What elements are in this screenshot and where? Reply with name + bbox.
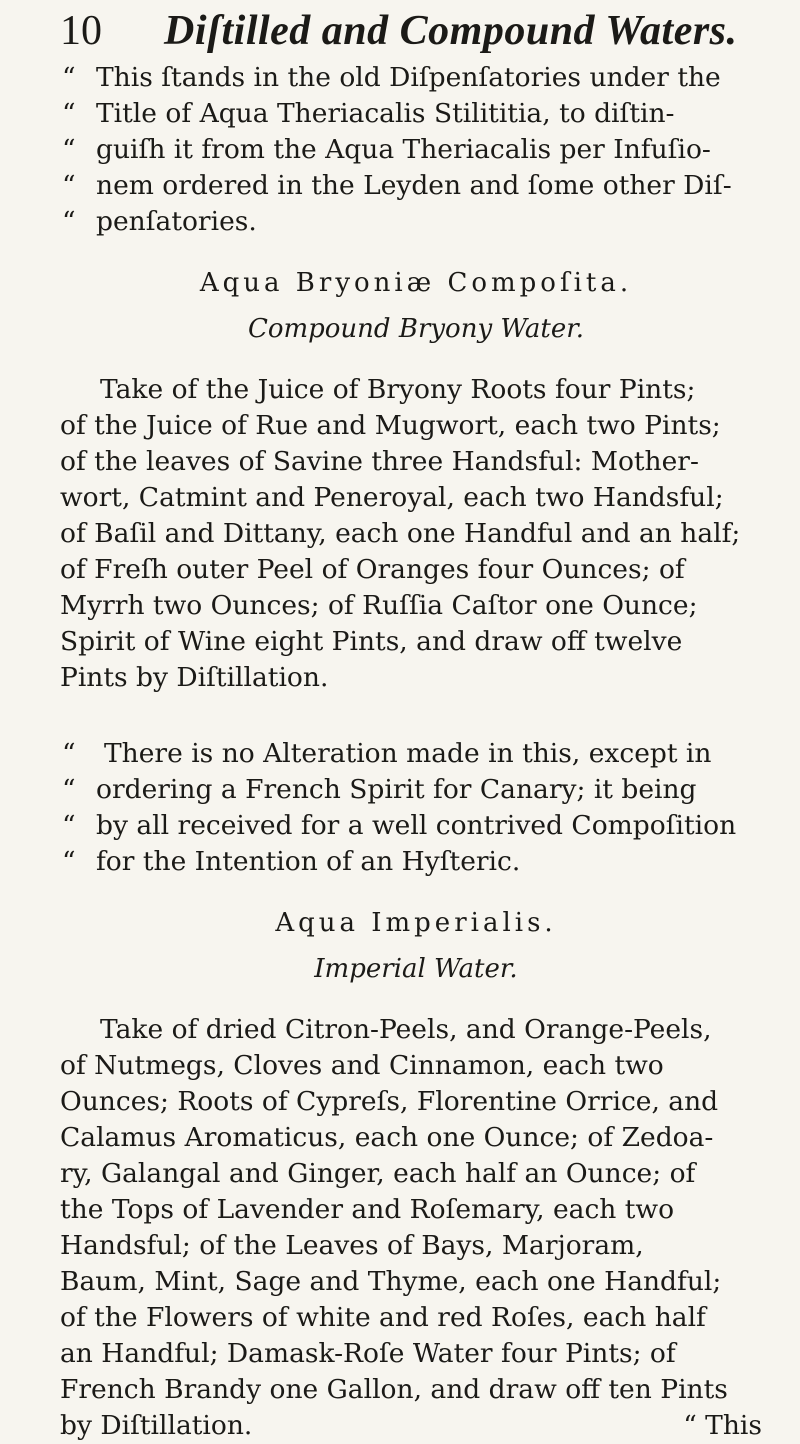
text-line: Pints by Diſtillation. [60, 662, 329, 693]
recipe-paragraph-1 [60, 372, 772, 696]
text-line: the Tops of Lavender and Roſemary, each two [60, 1194, 675, 1225]
text-line: wort, Catmint and Peneroyal, each two Handsful; [60, 482, 724, 513]
text-line [60, 808, 772, 844]
text-line: Baum, Mint, Sage and Thyme, each one Handful; [60, 1266, 722, 1297]
text-line: of the Juice of Rue and Mugwort, each two Pints; [60, 410, 721, 441]
line-text: by Diſtillation. [60, 1410, 253, 1441]
catchword: “ This [683, 1410, 762, 1441]
text-line: of Baſil and Dittany, each one Handful and an half; [60, 518, 741, 549]
text-line [60, 60, 772, 96]
page-number: 10 [60, 8, 102, 54]
recipe-paragraph-2 [60, 1012, 772, 1444]
text-line [60, 772, 772, 808]
text-line: Myrrh two Ounces; of Ruſſia Caſtor one Ounce; [60, 590, 698, 621]
text-line: Calamus Aromaticus, each one Ounce; of Zedoa- [60, 1122, 714, 1153]
text-line [60, 204, 772, 240]
quote-mark: “ [62, 62, 76, 93]
section-subtitle-compound-bryony-water: Compound Bryony Water. [247, 314, 585, 344]
text-line: of the leaves of Savine three Handsful: Mother- [60, 446, 699, 477]
quote-mark: “ [62, 738, 76, 769]
text-line: French Brandy one Gallon, and draw off ten Pints [60, 1374, 728, 1405]
line-text: by all received for a well contrived Compoſition [96, 810, 737, 841]
line-text: This ſtands in the old Diſpenſatories under the [96, 62, 721, 93]
quote-mark: “ [62, 98, 76, 129]
text-line [60, 96, 772, 132]
running-title: Diſtilled and Compound Waters. [164, 8, 738, 54]
text-line [60, 1012, 772, 1048]
section-subtitle-imperial-water: Imperial Water. [314, 954, 518, 984]
quote-mark: “ [62, 170, 76, 201]
text-line [60, 168, 772, 204]
text-line [60, 736, 772, 772]
quote-mark: “ [62, 810, 76, 841]
text-line [60, 844, 772, 880]
quote-mark: “ [62, 846, 76, 877]
text-line: Spirit of Wine eight Pints, and draw off twelve [60, 626, 683, 657]
text-line [60, 372, 772, 408]
quote-mark: “ [62, 774, 76, 805]
line-text: ordering a French Spirit for Canary; it being [96, 774, 697, 805]
text-line: of Nutmegs, Cloves and Cinnamon, each two [60, 1050, 664, 1081]
line-text: There is no Alteration made in this, except in [104, 738, 712, 769]
line-text: penſatories. [96, 206, 257, 237]
text-line: of the Flowers of white and red Roſes, each half [60, 1302, 706, 1333]
line-text: Title of Aqua Theriacalis Stilititia, to diſtin- [96, 98, 675, 129]
quote-mark: “ [62, 206, 76, 237]
line-text: Take of the Juice of Bryony Roots four Pints; [100, 374, 696, 405]
section-title-aqua-bryoniae: Aqua Bryoniæ Compoſita. [199, 268, 633, 298]
text-line: an Handful; Damask-Roſe Water four Pints; of [60, 1338, 676, 1369]
quote-paragraph-2 [60, 736, 772, 880]
line-text: guiſh it from the Aqua Theriacalis per Infuſio- [96, 134, 711, 165]
line-text: nem ordered in the Leyden and ſome other Diſ- [96, 170, 732, 201]
line-text: for the Intention of an Hyſteric. [96, 846, 521, 877]
text-line [60, 1408, 772, 1444]
text-line: Ounces; Roots of Cypreſs, Florentine Orrice, and [60, 1086, 719, 1117]
text-line [60, 132, 772, 168]
line-text: Take of dried Citron-Peels, and Orange-Peels, [100, 1014, 712, 1045]
running-head [60, 10, 772, 52]
text-line: ry, Galangal and Ginger, each half an Ounce; of [60, 1158, 696, 1189]
text-line: of Freſh outer Peel of Oranges four Ounces; of [60, 554, 685, 585]
text-line: Handsful; of the Leaves of Bays, Marjoram, [60, 1230, 644, 1261]
quote-mark: “ [62, 134, 76, 165]
section-title-aqua-imperialis: Aqua Imperialis. [275, 908, 557, 938]
quote-paragraph-1 [60, 60, 772, 240]
